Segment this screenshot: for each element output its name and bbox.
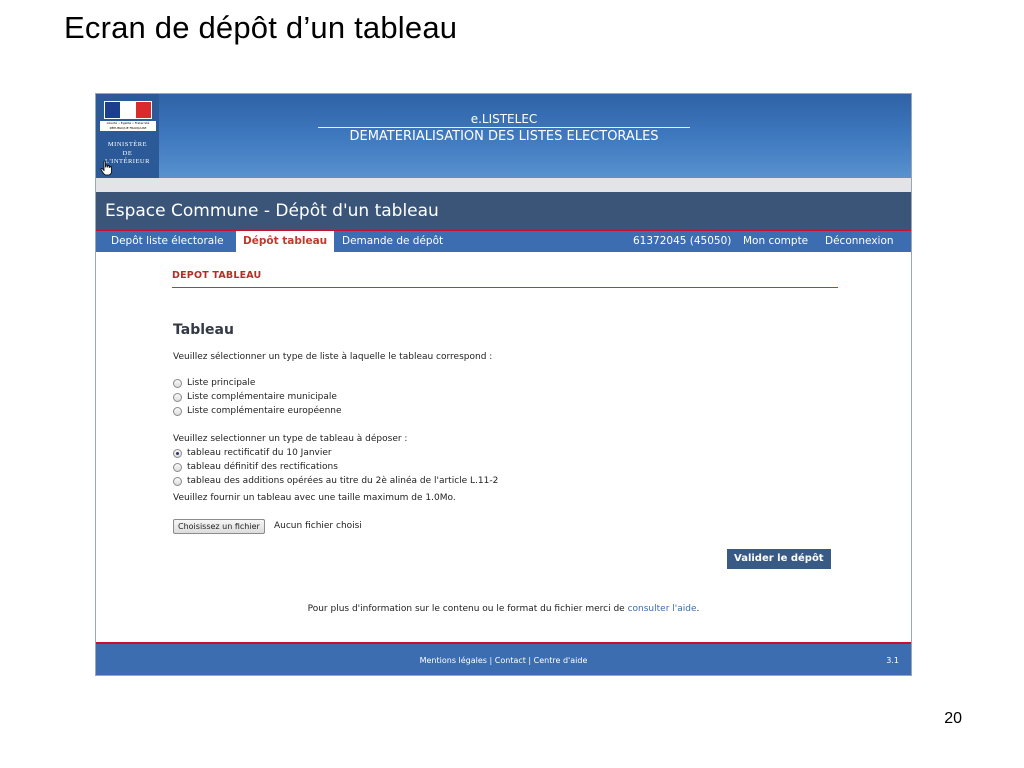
footer-links bbox=[96, 644, 911, 676]
marianne-flag-icon bbox=[104, 101, 152, 119]
tableau-type-prompt: Veuillez selectionner un type de tableau à déposer : bbox=[173, 434, 408, 444]
radio-button[interactable] bbox=[173, 407, 182, 416]
radio-label: tableau des additions opérées au titre du 2è alinéa de l'article L.11-2 bbox=[187, 476, 499, 486]
file-status: Aucun fichier choisi bbox=[274, 521, 362, 531]
section-title: DEPOT TABLEAU bbox=[172, 270, 838, 288]
help-info-end: . bbox=[696, 604, 700, 614]
nav-bar bbox=[96, 230, 911, 252]
radio-label: tableau rectificatif du 10 Janvier bbox=[187, 448, 332, 458]
tab-depot-liste-electorale[interactable]: Depôt liste électorale bbox=[111, 235, 224, 247]
radio-tableau-additions[interactable] bbox=[173, 475, 498, 487]
tab-demande-de-depot[interactable]: Demande de dépôt bbox=[342, 235, 444, 247]
slide-title: Ecran de dépôt d’un tableau bbox=[64, 10, 458, 45]
list-type-prompt: Veuillez sélectionner un type de liste à laquelle le tableau correspond : bbox=[173, 352, 493, 362]
radio-button[interactable] bbox=[173, 379, 182, 388]
app-screenshot bbox=[95, 93, 912, 676]
hand-cursor-icon bbox=[100, 160, 114, 176]
header-divider bbox=[96, 178, 911, 192]
submit-deposit-button[interactable]: Valider le dépôt bbox=[727, 549, 831, 569]
tab-depot-tableau[interactable]: Dépôt tableau bbox=[236, 231, 334, 252]
logo-motto: Liberté • Égalité • Fraternité RÉPUBLIQUE FRANÇAISE bbox=[100, 121, 156, 131]
radio-label: Liste complémentaire européenne bbox=[187, 406, 342, 416]
app-subtitle: DEMATERIALISATION DES LISTES ELECTORALES bbox=[349, 129, 659, 144]
my-account-link[interactable]: Mon compte bbox=[743, 235, 809, 247]
help-center-link[interactable]: Centre d'aide bbox=[533, 656, 588, 665]
help-link[interactable]: consulter l'aide bbox=[627, 604, 697, 614]
contact-link[interactable]: Contact bbox=[494, 656, 526, 665]
radio-button[interactable] bbox=[173, 393, 182, 402]
form-heading: Tableau bbox=[173, 322, 234, 338]
app-name: e.LISTELEC bbox=[318, 112, 690, 128]
radio-button[interactable] bbox=[173, 477, 182, 486]
legal-notice-link[interactable]: Mentions légales bbox=[419, 656, 487, 665]
main-content bbox=[96, 252, 911, 642]
radio-button[interactable] bbox=[173, 463, 182, 472]
radio-liste-complementaire-europeenne[interactable] bbox=[173, 405, 342, 417]
ministry-logo[interactable] bbox=[96, 94, 159, 178]
radio-liste-principale[interactable] bbox=[173, 377, 255, 389]
help-info-line bbox=[96, 604, 911, 614]
footer-separator: | bbox=[486, 656, 495, 665]
app-header bbox=[96, 94, 911, 178]
footer-separator: | bbox=[525, 656, 534, 665]
ministry-name: MINISTÈRE DE L'INTÉRIEUR bbox=[105, 141, 150, 165]
footer bbox=[96, 642, 911, 676]
version-label: 3.1 bbox=[886, 656, 899, 665]
radio-tableau-definitif[interactable] bbox=[173, 461, 338, 473]
page-number: 20 bbox=[944, 710, 962, 727]
logout-link[interactable]: Déconnexion bbox=[825, 235, 894, 247]
radio-label: tableau définitif des rectifications bbox=[187, 462, 338, 472]
radio-label: Liste complémentaire municipale bbox=[187, 392, 337, 402]
radio-liste-complementaire-municipale[interactable] bbox=[173, 391, 337, 403]
radio-label: Liste principale bbox=[187, 378, 256, 388]
help-info-text: Pour plus d'information sur le contenu ou le format du fichier merci de bbox=[307, 604, 628, 614]
choose-file-button[interactable]: Choisissez un fichier bbox=[173, 519, 265, 534]
account-id: 61372045 (45050) bbox=[633, 235, 732, 247]
radio-tableau-rectificatif[interactable] bbox=[173, 447, 332, 459]
file-size-note: Veuillez fournir un tableau avec une taille maximum de 1.0Mo. bbox=[173, 493, 456, 503]
radio-button-selected[interactable] bbox=[173, 449, 182, 458]
page-title: Espace Commune - Dépôt d'un tableau bbox=[105, 201, 439, 221]
space-title-bar bbox=[96, 192, 911, 230]
